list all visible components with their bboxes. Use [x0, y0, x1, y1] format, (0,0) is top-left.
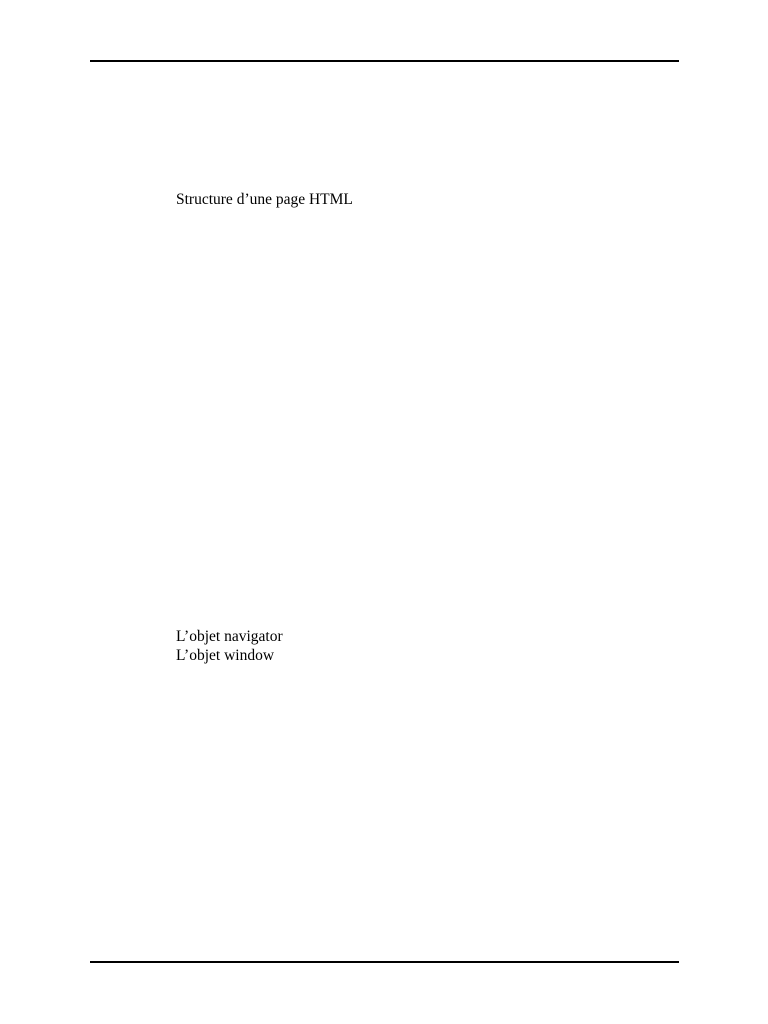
bottom-horizontal-rule [90, 961, 679, 963]
text-line-structure-page-html: Structure d’une page HTML [176, 191, 353, 208]
text-line-objet-navigator: L’objet navigator [176, 628, 283, 645]
top-horizontal-rule [90, 60, 679, 62]
text-line-objet-window: L’objet window [176, 647, 275, 664]
